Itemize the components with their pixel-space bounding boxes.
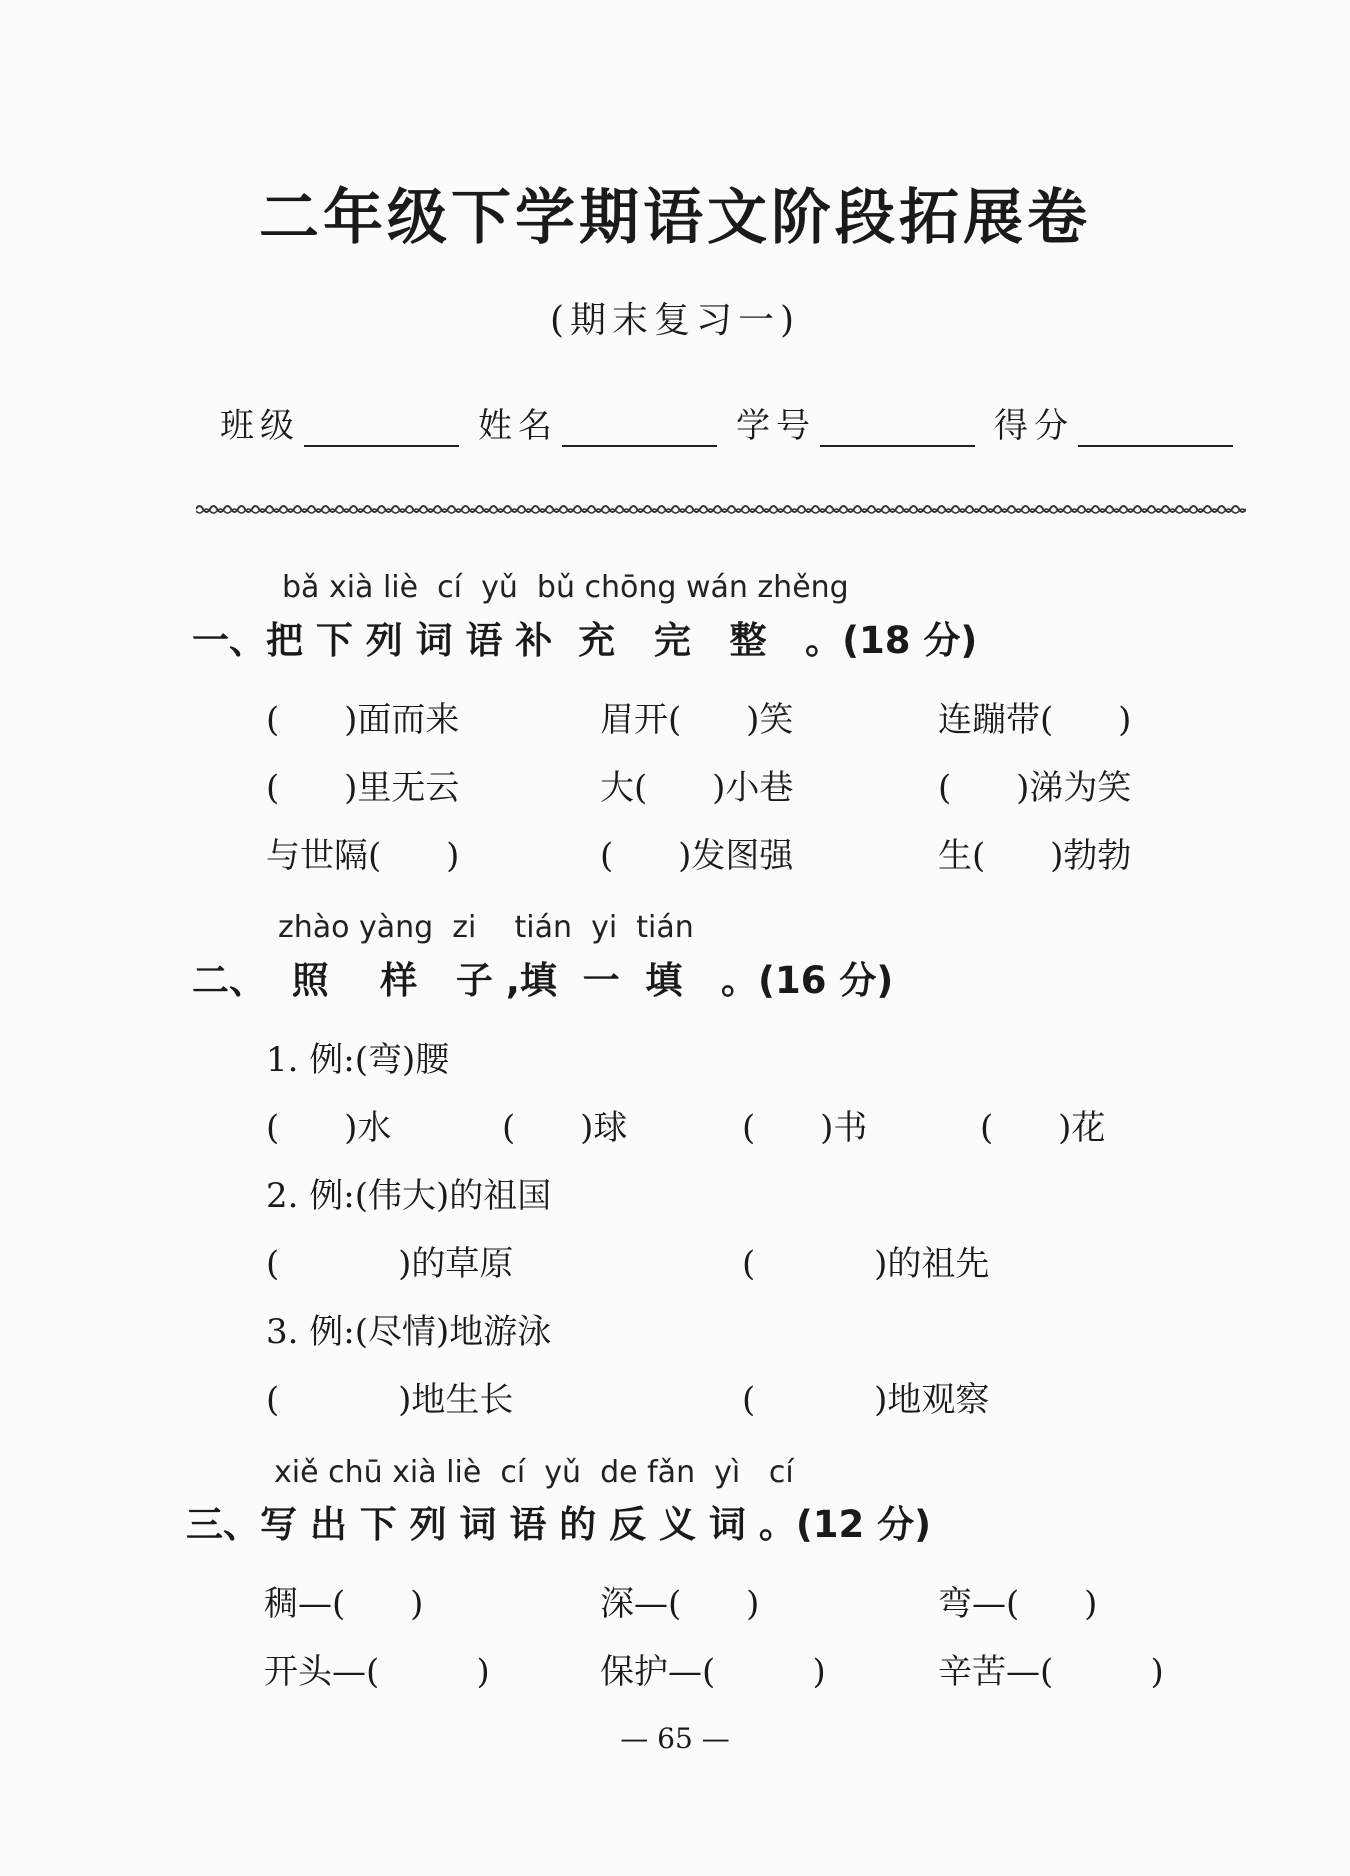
name-blank[interactable] [562,407,717,447]
student-info-row [220,398,1240,458]
s3-row1-col2[interactable]: 深—( ) [600,1584,760,1624]
s1-row3-col1[interactable]: 与世隔( ) [266,836,460,876]
s1-row2-col3[interactable]: ( )涕为笑 [938,768,1132,808]
section3-heading: 三、写 出 下 列 词 语 的 反 义 词 。(12 分) [186,1503,932,1546]
s1-row1-col3[interactable]: 连蹦带( ) [938,700,1132,740]
name-field[interactable] [478,398,717,447]
page-title: 二年级下学期语文阶段拓展卷 [259,183,1091,253]
wavy-divider [196,500,1246,518]
page-subtitle: (期末复习一) [549,300,801,341]
class-blank[interactable] [304,407,459,447]
page-number: — 65 — [620,1722,730,1755]
s1-row3-col2[interactable]: ( )发图强 [600,836,794,876]
s1-row2-col2[interactable]: 大( )小巷 [600,768,794,808]
s2-ex3-item2[interactable]: ( )地观察 [742,1380,990,1420]
s2-ex1-item1[interactable]: ( )水 [266,1108,392,1148]
s1-row3-col3[interactable]: 生( )勃勃 [938,836,1132,876]
s1-row1-col1[interactable]: ( )面而来 [266,700,460,740]
section1-heading: 一、把 下 列 词 语 补 充 完 整 。(18 分) [192,619,978,662]
score-label: 得分 [994,406,1074,446]
s2-ex1-item4[interactable]: ( )花 [980,1108,1106,1148]
s2-ex1-item3[interactable]: ( )书 [742,1108,868,1148]
id-field[interactable] [736,398,975,447]
s1-row2-col1[interactable]: ( )里无云 [266,768,460,808]
id-blank[interactable] [820,407,975,447]
s2-example2: 2. 例:(伟大)的祖国 [266,1176,552,1216]
section2-heading: 二、 照 样 子 ,填 一 填 。(16 分) [192,959,894,1002]
s3-row1-col1[interactable]: 稠—( ) [264,1584,424,1624]
class-label: 班级 [220,406,300,446]
s2-ex1-item2[interactable]: ( )球 [502,1108,628,1148]
s3-row2-col1[interactable]: 开头—( ) [264,1652,490,1692]
score-field[interactable] [994,398,1233,447]
section3-pinyin: xiě chū xià liè cí yǔ de fǎn yì cí [274,1455,794,1490]
s1-row1-col2[interactable]: 眉开( )笑 [600,700,794,740]
s3-row2-col3[interactable]: 辛苦—( ) [938,1652,1164,1692]
class-field[interactable] [220,398,459,447]
name-label: 姓名 [478,406,558,446]
section1-pinyin: bǎ xià liè cí yǔ bǔ chōng wán zhěng [282,570,849,605]
s2-ex2-item1[interactable]: ( )的草原 [266,1244,514,1284]
id-label: 学号 [736,406,816,446]
s3-row1-col3[interactable]: 弯—( ) [938,1584,1098,1624]
s2-ex3-item1[interactable]: ( )地生长 [266,1380,514,1420]
score-blank[interactable] [1078,407,1233,447]
section2-pinyin: zhào yàng zi tián yi tián [278,910,694,945]
s2-example3: 3. 例:(尽情)地游泳 [266,1312,552,1352]
s2-ex2-item2[interactable]: ( )的祖先 [742,1244,990,1284]
s2-example1: 1. 例:(弯)腰 [266,1040,450,1080]
s3-row2-col2[interactable]: 保护—( ) [600,1652,826,1692]
